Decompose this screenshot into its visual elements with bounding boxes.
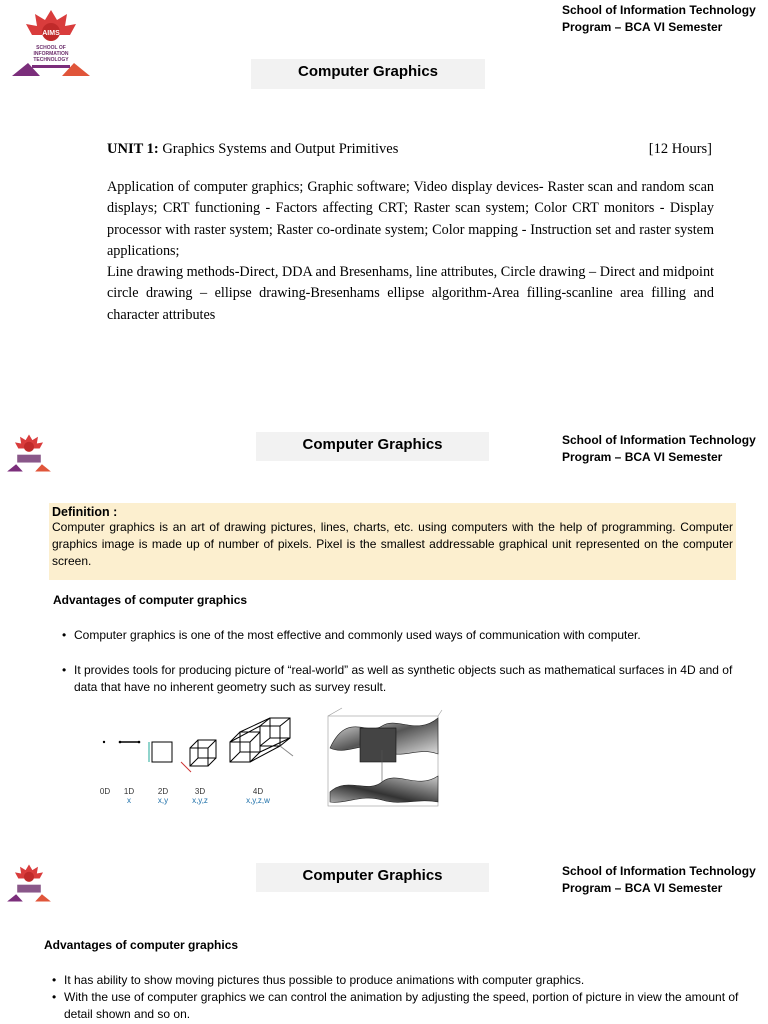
syllabus-paragraph-2: Line drawing methods-Direct, DDA and Bresenhams, line attributes, Circle drawing – Direct and midpoint circle drawing – ellipse drawing-Bresenhams ellipse algorithm-Area filling-scanline area filling and character attributes (107, 264, 714, 323)
slide-title: Computer Graphics (256, 863, 489, 892)
advantages-heading: Advantages of computer graphics (53, 593, 248, 607)
logo-brand: AIMS (42, 30, 60, 37)
dimension-label-4d: 4D x,y,z,w (246, 787, 270, 805)
school-header (562, 863, 756, 897)
school-name: School of Information Technology (562, 3, 756, 17)
dimension-label-2d: 2D x,y (157, 787, 169, 805)
advantages-heading: Advantages of computer graphics (44, 938, 239, 952)
slide-title: Computer Graphics (256, 432, 489, 461)
school-name: School of Information Technology (562, 433, 756, 447)
program-name: Program – BCA VI Semester (562, 881, 723, 895)
program-name: Program – BCA VI Semester (562, 20, 723, 34)
logo-line-1: SCHOOL OF (36, 45, 66, 51)
dimension-label-3d: 3D x,y,z (192, 787, 208, 805)
program-name: Program – BCA VI Semester (562, 450, 723, 464)
syllabus-paragraph-1: Application of computer graphics; Graphic software; Video display devices- Raster scan and random scan displays; CRT functioning - Factors affecting CRT; Raster scan system; Color CRT monitors - Display processor with raster system; Raster co-ordinate system; Color mapping - Instruction set and raster system applications; (107, 179, 714, 259)
school-name: School of Information Technology (562, 864, 756, 878)
list-item: • It has ability to show moving pictures thus possible to produce animations with computer graphics. (52, 972, 742, 989)
logo-line-2: INFORMATION (33, 51, 69, 57)
definition-title: Definition : (52, 505, 118, 519)
dimension-label-1d: 1D x (123, 787, 135, 805)
dimension-label-0d: 0D (99, 787, 111, 796)
advantages-list (52, 972, 742, 1023)
slide-title: Computer Graphics (251, 59, 485, 89)
unit-label: UNIT 1: (107, 141, 159, 157)
definition-text: Computer graphics is an art of drawing pictures, lines, charts, etc. using computers with the help of programming. Computer graphics image is made up of number of pixels. Pixel is the smallest addressable graphical unit represented on the computer screen. (52, 520, 733, 568)
list-item: • With the use of computer graphics we can control the animation by adjusting the speed, portion of picture in view the amount of detail shown and so on. (52, 989, 742, 1023)
unit-title: Graphics Systems and Output Primitives (162, 141, 399, 157)
list-item: • Computer graphics is one of the most effective and commonly used ways of communication with computer. (62, 627, 742, 644)
unit-hours: [12 Hours] (648, 141, 712, 157)
aims-logo (6, 862, 52, 904)
list-item: • It provides tools for producing picture of “real-world” as well as synthetic objects such as mathematical surfaces in 4D and of data that have no inherent geometry such as survey result. (62, 662, 742, 696)
logo-line-3: TECHNOLOGY (33, 57, 69, 63)
